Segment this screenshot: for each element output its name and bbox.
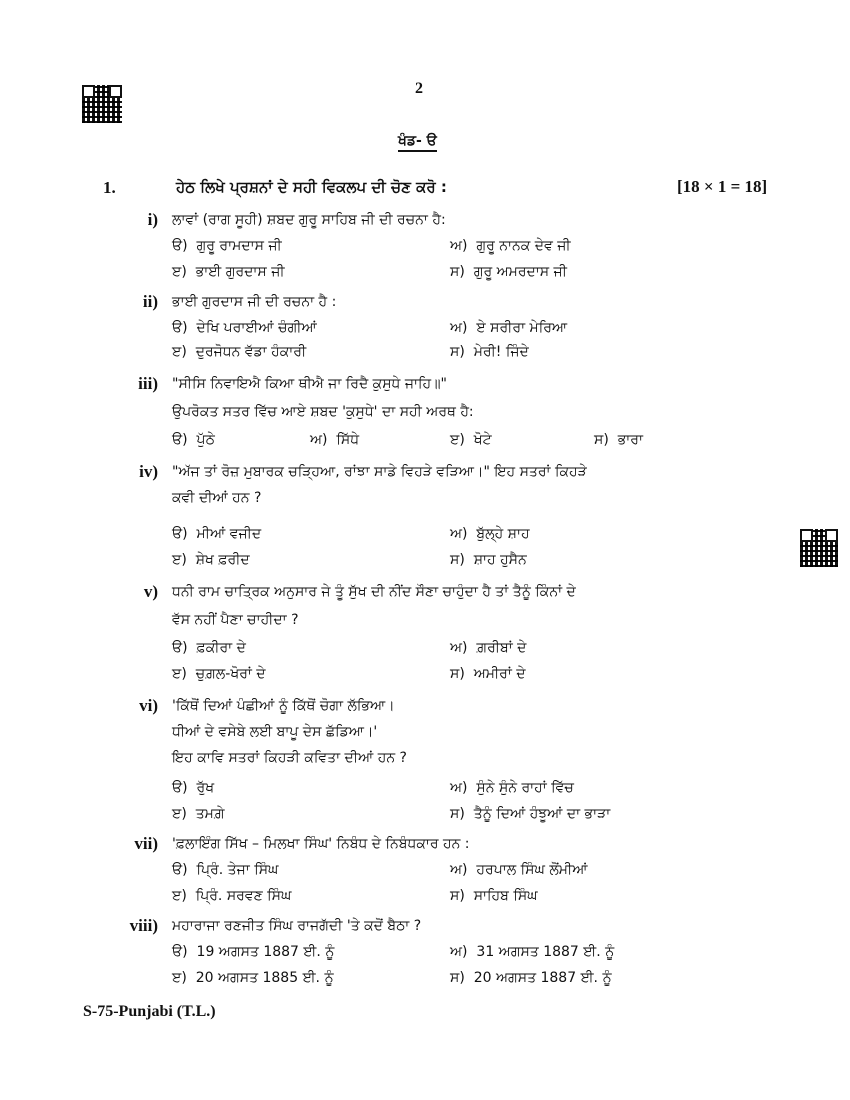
option-a [172, 432, 215, 448]
option-b [450, 238, 571, 254]
option-text: ਤੈਨੂੰ ਦਿਆਂ ਹੰਝੂਆਂ ਦਾ ਭਾੜਾ [473, 806, 611, 822]
option-label: ੲ) [172, 264, 187, 280]
option-b [450, 640, 526, 656]
option-text: ਏ ਸਰੀਰਾ ਮੇਰਿਆ [476, 320, 568, 336]
option-text: 31 ਅਗਸਤ 1887 ਈ. ਨੂੰ [476, 944, 615, 960]
option-label: ੲ) [172, 666, 187, 682]
option-b [450, 780, 574, 796]
option-a [172, 320, 317, 336]
option-text: ਅਮੀਰਾਂ ਦੇ [473, 666, 526, 682]
option-label: ਸ) [450, 264, 465, 280]
option-text: ਹਰਪਾਲ ਸਿੰਘ ਲੋਂਮੀਆਂ [476, 862, 588, 878]
option-d [450, 970, 612, 986]
option-text: ਦੁਰਜੋਧਨ ਵੱਡਾ ਹੰਕਾਰੀ [195, 344, 307, 360]
option-label: ਅ) [450, 640, 468, 656]
option-label: ਸ) [450, 666, 465, 682]
option-text: ਭਾਈ ਗੁਰਦਾਸ ਜੀ [195, 264, 285, 280]
item-text: ਭਾਈ ਗੁਰਦਾਸ ਜੀ ਦੀ ਰਚਨਾ ਹੈ : [172, 294, 337, 310]
option-text: ਸ਼ਾਹ ਹੁਸੈਨ [473, 552, 527, 568]
item-text: ਇਹ ਕਾਵਿ ਸਤਰਾਂ ਕਿਹੜੀ ਕਵਿਤਾ ਦੀਆਂ ਹਨ ? [172, 750, 407, 766]
item-number: viii) [129, 916, 158, 935]
item-number: v) [143, 582, 158, 601]
option-label: ਸ) [450, 970, 465, 986]
option-text: ਖੋਟੇ [473, 432, 492, 448]
option-text: ਗੁਰੂ ਰਾਮਦਾਸ ਜੀ [196, 238, 282, 254]
option-text: ਚੁਗ਼ਲ-ਖੋਰਾਂ ਦੇ [195, 666, 266, 682]
option-a [172, 944, 334, 960]
option-text: ਸ਼ੇਖ ਫ਼ਰੀਦ [195, 552, 250, 568]
option-c [172, 264, 285, 280]
option-d [450, 552, 527, 568]
item-number: vii) [134, 834, 158, 853]
option-label: ਅ) [450, 526, 468, 542]
item-text: ਧੀਆਂ ਦੇ ਵਸੇਬੇ ਲਈ ਬਾਪੂ ਦੇਸ ਛੱਡਿਆ।' [172, 724, 378, 740]
option-label: ਸ) [450, 888, 465, 904]
option-label: ਅ) [310, 432, 328, 448]
item-number: vi) [139, 696, 158, 715]
option-text: ਸੁੰਨੇ ਸੁੰਨੇ ਰਾਹਾਂ ਵਿੱਚ [476, 780, 574, 796]
item-text: "ਸੀਸਿ ਨਿਵਾਇਐ ਕਿਆ ਥੀਐ ਜਾ ਰਿਦੈ ਕੁਸੁਧੇ ਜਾਹਿ॥" [172, 376, 447, 392]
option-label: ੲ) [172, 806, 187, 822]
option-text: ਗੁਰੂ ਅਮਰਦਾਸ ਜੀ [473, 264, 567, 280]
item-text: ਕਵੀ ਦੀਆਂ ਹਨ ? [172, 490, 262, 506]
item-text: "ਅੱਜ ਤਾਂ ਰੋਜ਼ ਮੁਬਾਰਕ ਚੜ੍ਹਿਆ, ਰਾਂਝਾ ਸਾਡੇ ਵਿਹੜੇ ਵੜਿਆ।" ਇਹ ਸਤਰਾਂ ਕਿਹੜੇ [172, 464, 587, 480]
option-d [450, 344, 529, 360]
option-b [450, 862, 588, 878]
item-text: ਲਾਵਾਂ (ਰਾਗ ਸੂਹੀ) ਸ਼ਬਦ ਗੁਰੂ ਸਾਹਿਬ ਜੀ ਦੀ ਰਚਨਾ ਹੈ: [172, 212, 446, 228]
option-b [450, 526, 530, 542]
item-text: ਵੱਸ ਨਹੀਂ ਪੈਣਾ ਚਾਹੀਦਾ ? [172, 612, 299, 628]
option-d [594, 432, 643, 448]
question-marks: [18 × 1 = 18] [677, 177, 768, 196]
option-a [172, 780, 214, 796]
option-label: ੳ) [172, 944, 188, 960]
option-text: ਗੁਰੂ ਨਾਨਕ ਦੇਵ ਜੀ [476, 238, 571, 254]
option-text: ਮੀਆਂ ਵਜੀਦ [196, 526, 262, 542]
option-label: ਅ) [450, 780, 468, 796]
option-label: ੳ) [172, 780, 188, 796]
qr-code-top-left [82, 85, 122, 123]
option-c [172, 666, 266, 682]
option-text: ਫ਼ਕੀਰਾ ਦੇ [196, 640, 246, 656]
option-label: ਅ) [450, 862, 468, 878]
option-text: ਪ੍ਰਿੰ. ਸਰਵਣ ਸਿੰਘ [195, 888, 292, 904]
footer-code: S-75-Punjabi (T.L.) [83, 1003, 216, 1020]
option-label: ੳ) [172, 640, 188, 656]
option-d [450, 264, 567, 280]
item-number: ii) [142, 292, 158, 311]
option-d [450, 666, 526, 682]
option-label: ੳ) [172, 320, 188, 336]
item-number: iii) [138, 374, 158, 393]
option-text: 20 ਅਗਸਤ 1885 ਈ. ਨੂੰ [195, 970, 334, 986]
option-c [172, 970, 334, 986]
option-label: ਸ) [594, 432, 609, 448]
option-label: ੳ) [172, 526, 188, 542]
option-text: ਗ਼ਰੀਬਾਂ ਦੇ [476, 640, 527, 656]
option-c [172, 552, 250, 568]
item-number: i) [147, 210, 158, 229]
option-label: ੲ) [172, 888, 187, 904]
option-text: ਭਾਰਾ [617, 432, 643, 448]
option-text: ਪੁੱਠੇ [196, 432, 215, 448]
option-label: ੲ) [172, 552, 187, 568]
item-text: 'ਫ਼ਲਾਇੰਗ ਸਿੱਖ – ਮਿਲਖਾ ਸਿੰਘ' ਨਿਬੰਧ ਦੇ ਨਿਬੰਧਕਾਰ ਹਨ : [172, 836, 470, 852]
section-title: ਖੰਡ- ੳ [398, 133, 437, 152]
option-label: ਸ) [450, 344, 465, 360]
item-text: ਉਪਰੋਕਤ ਸਤਰ ਵਿੱਚ ਆਏ ਸ਼ਬਦ 'ਕੁਸੁਧੇ' ਦਾ ਸਹੀ ਅਰਥ ਹੈ: [172, 404, 474, 420]
item-number: iv) [139, 462, 158, 481]
option-text: ਸਾਹਿਬ ਸਿੰਘ [473, 888, 538, 904]
qr-code-right-margin [800, 529, 838, 567]
option-label: ੳ) [172, 432, 188, 448]
option-a [172, 238, 282, 254]
option-d [450, 806, 610, 822]
option-label: ੲ) [172, 344, 187, 360]
option-label: ੳ) [172, 862, 188, 878]
option-label: ੲ) [172, 970, 187, 986]
option-text: 20 ਅਗਸਤ 1887 ਈ. ਨੂੰ [473, 970, 612, 986]
option-label: ਸ) [450, 806, 465, 822]
option-b [310, 432, 359, 448]
option-text: ਸਿੱਧੇ [336, 432, 360, 448]
option-text: ਮੇਰੀ! ਜਿੰਦੇ [473, 344, 529, 360]
option-label: ਅ) [450, 944, 468, 960]
option-label: ਅ) [450, 238, 468, 254]
option-d [450, 888, 538, 904]
option-label: ੳ) [172, 238, 188, 254]
option-label: ੲ) [450, 432, 465, 448]
option-text: ਤਮਗ਼ੇ [195, 806, 225, 822]
question-number: 1. [103, 178, 116, 197]
option-label: ਅ) [450, 320, 468, 336]
option-c [172, 806, 225, 822]
option-text: ਰੁੱਖ [196, 780, 215, 796]
option-c [172, 344, 306, 360]
option-text: ਦੇਖਿ ਪਰਾਈਆਂ ਚੰਗੀਆਂ [196, 320, 317, 336]
item-text: 'ਕਿੱਥੋਂ ਦਿਆਂ ਪੰਛੀਆਂ ਨੂੰ ਕਿੱਥੋਂ ਚੋਗਾ ਲੱਭਿਆ। [172, 698, 395, 714]
option-b [450, 944, 614, 960]
option-c [450, 432, 492, 448]
option-label: ਸ) [450, 552, 465, 568]
option-c [172, 888, 291, 904]
option-b [450, 320, 567, 336]
item-text: ਧਨੀ ਰਾਮ ਚਾਤ੍ਰਿਕ ਅਨੁਸਾਰ ਜੇ ਤੂੰ ਸੁੱਖ ਦੀ ਨੀਂਦ ਸੌਣਾ ਚਾਹੁੰਦਾ ਹੈ ਤਾਂ ਤੈਨੂੰ ਕਿੰਨਾਂ ਦੇ [172, 584, 576, 600]
option-a [172, 640, 246, 656]
option-text: ਬੁੱਲ੍ਹੇ ਸ਼ਾਹ [476, 526, 530, 542]
page-number: 2 [415, 80, 423, 97]
question-instruction: ਹੇਠ ਲਿਖੇ ਪ੍ਰਸ਼ਨਾਂ ਦੇ ਸਹੀ ਵਿਕਲਪ ਦੀ ਚੋਣ ਕਰੋ : [176, 178, 447, 196]
option-a [172, 862, 278, 878]
option-text: 19 ਅਗਸਤ 1887 ਈ. ਨੂੰ [196, 944, 335, 960]
item-text: ਮਹਾਰਾਜਾ ਰਣਜੀਤ ਸਿੰਘ ਰਾਜਗੱਦੀ 'ਤੇ ਕਦੋਂ ਬੈਠਾ ? [172, 918, 422, 934]
option-a [172, 526, 261, 542]
option-text: ਪ੍ਰਿੰ. ਤੇਜਾ ਸਿੰਘ [196, 862, 279, 878]
